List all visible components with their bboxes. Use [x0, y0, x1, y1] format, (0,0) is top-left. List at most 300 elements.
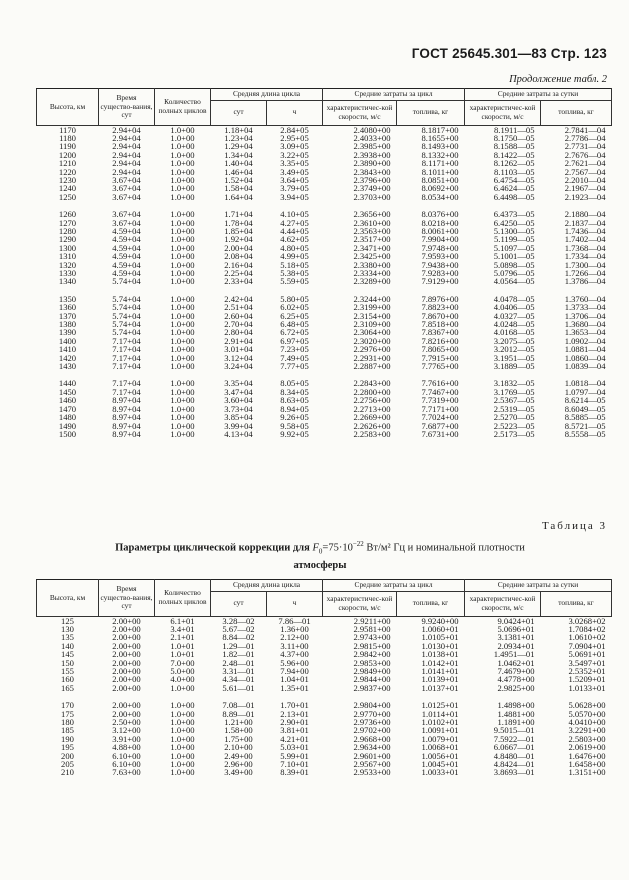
table-cell: 1.0060+01 [421, 623, 459, 634]
table-cell: 2.3289+00 [353, 276, 391, 287]
table-cell: 2.51+04 [224, 302, 253, 313]
table-cell: 2.9211+00 [353, 615, 391, 626]
table-cell: 4.0327—05 [493, 310, 535, 321]
table-cell: 1.0+00 [170, 293, 195, 304]
table-cell: 1460 [58, 395, 77, 406]
table-cell: 1.21+00 [224, 716, 253, 727]
table-cell: 8.94+05 [280, 403, 309, 414]
table-cell: 165 [61, 682, 74, 693]
table-cell: 1330 [58, 268, 77, 278]
table-cell: 2.9736+00 [353, 716, 391, 727]
table-cell: 2.95+05 [280, 132, 309, 143]
table-cell: 4.0478—05 [493, 293, 535, 304]
table-cell: 1.0+00 [170, 378, 195, 389]
table-cell: 6.4373—05 [493, 209, 535, 220]
table-cell: 1.46+04 [224, 166, 253, 177]
table-cell: 4.4778+00 [497, 674, 535, 685]
table-cell: 8.1011+00 [421, 166, 459, 177]
table-cell: 1.0+00 [170, 174, 195, 185]
table-cell: 2.9770+00 [353, 708, 391, 719]
table-cell: 8.05+05 [280, 378, 309, 389]
table-cell: 1.0+00 [170, 716, 195, 727]
table-cell: 2.10+00 [224, 742, 253, 753]
table-cell: 2.0619+00 [568, 742, 606, 753]
table-cell: 1.92+04 [224, 234, 253, 245]
table-cell: 3.81+01 [280, 725, 309, 736]
table-cell: 7.8216+00 [421, 335, 459, 346]
table-cell: 8.1493+00 [421, 141, 459, 152]
table-cell: 1.0056+01 [421, 750, 459, 761]
table-cell: 1.7300—04 [564, 259, 606, 270]
table-cell: 8.1103—05 [494, 166, 535, 177]
table-cell: 3.60+04 [224, 395, 253, 406]
table-cell: 1.0+01 [170, 649, 195, 660]
table-cell: 8.6214—05 [564, 395, 606, 406]
table-cell: 1.7334—04 [564, 251, 606, 262]
table-cell: 9.0424+01 [497, 615, 535, 626]
table-cell: 4.0+00 [170, 674, 195, 685]
col-fuel: топлива, кг [541, 100, 612, 125]
table-cell: 2.5367—05 [493, 395, 535, 406]
table-cell: 2.94+04 [112, 166, 141, 177]
table-cell: 5.1097—05 [493, 242, 535, 253]
table-cell: 2.3890+00 [353, 158, 391, 169]
table-cell: 9.9240+00 [421, 615, 459, 626]
table-cell: 2.3610+00 [353, 217, 391, 228]
table-cell: 8.1817+00 [421, 124, 459, 135]
table-cell: 1.0137+01 [421, 682, 459, 693]
table-cell: 2.42+04 [224, 293, 253, 304]
table-cell: 2.9567+00 [353, 759, 391, 769]
col-cycle-hours: ч [267, 591, 323, 616]
table-cell: 8.34+05 [280, 386, 309, 397]
table-cell: 1.7084+02 [568, 623, 606, 634]
table-cell: 8.0061+00 [421, 225, 459, 236]
table-cell: 5.03+01 [280, 742, 309, 753]
table-cell: 6.48+05 [280, 319, 309, 330]
table-cell: 1.0+00 [170, 225, 195, 236]
table-cell: 1.3760—04 [564, 293, 606, 304]
table-cell: 2.3020+00 [353, 335, 391, 346]
table-cell: 6.0667—01 [493, 742, 535, 753]
table-cell: 5.74+04 [112, 293, 141, 304]
col-cycle-length: Средняя длина цикла [211, 580, 323, 592]
table-cell: 4.21+01 [280, 733, 309, 744]
table-cell: 1.0610+02 [568, 632, 606, 643]
table-cell: 2.13+01 [280, 708, 309, 719]
table-3-title: Параметры циклической коррекции для $F_0=75\cdot 10^{-22}$ Вт/м² Гц и номинальной плотности атмосферы [115, 540, 525, 571]
table-cell: 1.0033+01 [421, 767, 459, 778]
table-cell: 2.5270—05 [493, 412, 535, 423]
table-cell: 7.23+05 [280, 344, 309, 355]
table-cell: 1200 [58, 149, 77, 160]
table-cell: 1180 [59, 132, 76, 143]
table-cell: 8.1911—05 [494, 124, 535, 135]
table-cell: 1220 [58, 166, 77, 177]
table-cell: 1.0+00 [170, 412, 195, 423]
table-cell: 4.37+00 [280, 649, 309, 660]
table-cell: 7.17+04 [112, 335, 141, 346]
table-cell: 1240 [58, 183, 77, 194]
table-cell: 4.34—01 [222, 674, 255, 685]
table-cell: 2.9668+00 [353, 733, 391, 744]
table-cell: 2.3425+00 [353, 251, 391, 262]
table-cell: 1.0102+01 [421, 716, 459, 727]
table-cell: 3.2075—05 [493, 335, 535, 346]
table-cell: 1.71+04 [224, 209, 253, 220]
table-cell: 8.1750—05 [493, 132, 535, 143]
table-cell: 2.48—01 [222, 657, 255, 668]
table-cell: 1250 [58, 191, 77, 202]
table-cell: 3.67+04 [112, 191, 141, 202]
table-cell: 6.97+05 [280, 335, 309, 346]
table-cell: 5.0+00 [170, 665, 195, 676]
table-cell: 2.94+04 [112, 124, 141, 135]
table-cell: 3.4+01 [170, 623, 195, 634]
table-cell: 4.8480—01 [493, 750, 535, 761]
table-cell: 1190 [59, 141, 76, 152]
table-cell: 8.63+05 [280, 395, 309, 406]
table-cell: 125 [61, 615, 74, 626]
table-cell: 1.0139+01 [421, 674, 459, 685]
table-cell: 7.0904+01 [568, 640, 606, 651]
table-cell: 7.94+00 [280, 665, 309, 676]
table-cell: 5.0898—05 [493, 259, 535, 270]
table-cell: 2.7731—04 [564, 141, 606, 152]
table-cell: 1440 [58, 378, 77, 389]
col-char-speed: характеристичес-кой скорости, м/с [465, 100, 541, 125]
table-cell: 5.67—02 [222, 623, 255, 634]
col-fuel: топлива, кг [541, 591, 612, 616]
table-cell: 2.5352+01 [568, 665, 606, 676]
table-cell: 1.0+00 [170, 733, 195, 744]
table-cell: 8.0692+00 [421, 183, 459, 194]
table-cell: 2.9581+00 [353, 623, 391, 634]
table-cell: 6.25+05 [280, 310, 309, 321]
table-cell: 8.5721—05 [564, 420, 606, 431]
table-cell: 8.1171+00 [421, 158, 459, 169]
table-cell: 1.0141+01 [421, 665, 459, 676]
table-cell: 1.6476+00 [568, 750, 606, 761]
table-cell: 2.00+00 [112, 665, 141, 676]
table-cell: 1490 [58, 420, 77, 431]
table-cell: 2.2626+00 [353, 420, 391, 431]
table-cell: 2.91+04 [224, 335, 253, 346]
table-cell: 2.3656+00 [353, 209, 391, 220]
col-altitude: Высота, км [37, 89, 99, 126]
table-cell: 3.2291+00 [568, 725, 606, 736]
col-cost-day: Средние затраты за сутки [465, 580, 612, 592]
table-cell: 7.5922—01 [493, 733, 535, 744]
table-cell: 1390 [58, 327, 77, 338]
table-cell: 3.99+04 [224, 420, 253, 431]
table-cell: 150 [61, 657, 74, 668]
table-cell: 2.70+04 [224, 319, 253, 330]
table-3 [36, 579, 612, 777]
table-cell: 1.3151+00 [568, 767, 606, 778]
table-cell: 2.2800+00 [353, 386, 391, 397]
table-continuation-label: Продолжение табл. 2 [509, 74, 607, 85]
table-cell: 1.0902—04 [564, 335, 606, 346]
table-cell: 1.7402—04 [564, 234, 606, 245]
table-cell: 1.0462+01 [497, 657, 535, 668]
table-cell: 1430 [58, 361, 77, 372]
table-cell: 1.0079+01 [421, 733, 459, 744]
table-cell: 190 [61, 733, 74, 744]
table-cell: 3.85+04 [224, 412, 253, 423]
table-cell: 3.64+05 [280, 174, 309, 185]
table-cell: 1.58+00 [224, 725, 253, 736]
table-cell: 1.4898+00 [497, 700, 535, 711]
table-cell: 6.4250—05 [493, 217, 535, 228]
table-cell: 7.6731+00 [421, 428, 459, 439]
col-time: Время существо-вания, сут [99, 89, 155, 126]
table-cell: 3.0268+02 [568, 615, 606, 626]
table-cell: 7.86—01 [278, 615, 311, 626]
table-cell: 2.4080+00 [353, 124, 391, 135]
col-cycle-hours: ч [267, 100, 323, 125]
table-cell: 8.0851+00 [421, 174, 459, 185]
table-cell: 1.52+04 [224, 174, 253, 185]
table-cell: 2.90+01 [280, 716, 309, 727]
table-cell: 7.8518+00 [421, 319, 459, 330]
table-cell: 5.0796—05 [493, 268, 535, 278]
table-cell: 1.7436—04 [564, 225, 606, 236]
table-cell: 1.82—01 [222, 649, 255, 660]
table-cell: 7.9283+00 [421, 268, 459, 278]
table-cell: 2.7786—04 [564, 132, 606, 143]
table-cell: 2.5173—05 [493, 428, 535, 439]
table-cell: 4.0410+00 [568, 716, 606, 727]
col-cost-day: Средние затраты за сутки [465, 89, 612, 101]
table-cell: 5.1199—05 [494, 234, 535, 245]
table-cell: 3.49+00 [224, 767, 253, 778]
table-cell: 7.17+04 [112, 344, 141, 355]
table-cell: 8.39+01 [280, 767, 309, 778]
table-cell: 1320 [58, 259, 77, 270]
table-cell: 3.49+05 [280, 166, 309, 177]
table-cell: 2.3154+00 [353, 310, 391, 321]
table-cell: 8.84—02 [222, 632, 255, 643]
table-cell: 7.7915+00 [421, 352, 459, 363]
table-cell: 2.9634+00 [353, 742, 391, 753]
table-cell: 1.0+00 [170, 268, 195, 278]
table-cell: 2.2887+00 [353, 361, 391, 372]
table-cell: 1.04+01 [280, 674, 309, 685]
table-cell: 1.0+00 [170, 742, 195, 753]
table-cell: 6.10+00 [112, 759, 141, 769]
table-cell: 1.85+04 [224, 225, 253, 236]
table-cell: 7.7616+00 [421, 378, 459, 389]
table-cell: 1.0+00 [170, 166, 195, 177]
table-cell: 2.3064+00 [353, 327, 391, 338]
table-cell: 6.02+05 [280, 302, 309, 313]
table-cell: 1.0+00 [170, 319, 195, 330]
table-cell: 3.11+00 [280, 640, 309, 651]
table-cell: 4.80+05 [280, 242, 309, 253]
table-cell: 2.00+00 [112, 649, 141, 660]
table-cell: 200 [61, 750, 74, 761]
table-cell: 1.0+00 [170, 750, 195, 761]
table-cell: 2.3985+00 [353, 141, 391, 152]
table-cell: 2.1967—04 [564, 183, 606, 194]
table-cell: 6.1+01 [170, 615, 195, 626]
table-cell: 2.94+04 [112, 158, 141, 169]
table-cell: 2.7676—04 [564, 149, 606, 160]
table-cell: 2.3703+00 [353, 191, 391, 202]
col-cycles: Количество полных циклов [155, 89, 211, 126]
table-cell: 6.72+05 [280, 327, 309, 338]
table-cell: 1.34+04 [224, 149, 253, 160]
table-cell: 2.9702+00 [353, 725, 391, 736]
table-cell: 4.13+04 [224, 428, 253, 439]
table-cell: 1.0+00 [170, 344, 195, 355]
table-cell: 1.0+00 [170, 682, 195, 693]
table-3-label: Таблица 3 [541, 520, 607, 532]
table-cell: 1360 [58, 302, 77, 313]
table-cell: 1.0+00 [170, 158, 195, 169]
table-cell: 2.80+04 [224, 327, 253, 338]
page-header: ГОСТ 25645.301—83 Стр. 123 [411, 46, 607, 61]
table-cell: 2.3109+00 [353, 319, 391, 330]
table-cell: 5.1300—05 [493, 225, 535, 236]
table-cell: 135 [61, 632, 74, 643]
table-cell: 1.0+00 [170, 386, 195, 397]
table-cell: 1.0+00 [170, 352, 195, 363]
table-cell: 1.0818—04 [564, 378, 606, 389]
table-cell: 8.1332+00 [421, 149, 459, 160]
table-cell: 1.75+00 [224, 733, 253, 744]
table-cell: 3.2012—05 [493, 344, 535, 355]
table-cell: 1.29—01 [222, 640, 255, 651]
table-cell: 9.58+05 [280, 420, 309, 431]
table-cell: 4.0406—05 [493, 302, 535, 313]
table-row [37, 430, 612, 438]
table-cell: 7.10+01 [280, 759, 309, 769]
table-cell: 1.0839—04 [564, 361, 606, 372]
table-cell: 7.7319+00 [421, 395, 459, 406]
table-cell: 1350 [58, 293, 77, 304]
table-cell: 3.1832—05 [493, 378, 535, 389]
table-cell: 6.4754—05 [493, 174, 535, 185]
table-cell: 5.0570+00 [568, 708, 606, 719]
table-cell: 3.67+04 [112, 174, 141, 185]
table-cell: 170 [61, 700, 74, 711]
table-cell: 5.74+04 [112, 302, 141, 313]
col-cycle-days: сут [211, 591, 267, 616]
table-cell: 7.9748+00 [421, 242, 459, 253]
table-cell: 2.3244+00 [353, 293, 391, 304]
table-cell: 1300 [58, 242, 77, 253]
table-cell: 1.23+04 [224, 132, 253, 143]
table-cell: 2.16+04 [224, 259, 253, 270]
table-cell: 1.0+00 [170, 132, 195, 143]
table-cell: 3.31—01 [222, 665, 255, 676]
table-cell: 2.12+00 [280, 632, 309, 643]
table-cell: 2.3843+00 [353, 166, 391, 177]
table-cell: 2.0934+01 [497, 640, 535, 651]
table-cell: 4.0564—05 [493, 276, 535, 287]
table-cell: 1.5209+01 [568, 674, 606, 685]
table-cell: 7.7765+00 [421, 361, 459, 372]
table-cell: 160 [61, 674, 74, 685]
table-cell: 3.67+04 [112, 217, 141, 228]
table-cell: 1.0+00 [170, 259, 195, 270]
table-cell: 130 [61, 623, 74, 634]
table-cell: 2.3199+00 [353, 302, 391, 313]
table-cell: 5.1001—05 [493, 251, 535, 262]
table-cell: 1.0+00 [170, 428, 195, 439]
table-cell: 2.60+04 [224, 310, 253, 321]
table-cell: 2.33+04 [224, 276, 253, 287]
table-cell: 7.17+04 [112, 378, 141, 389]
table-cell: 8.1422—05 [493, 149, 535, 160]
table-cell: 2.7567—04 [564, 166, 606, 177]
table-cell: 2.3563+00 [353, 225, 391, 236]
table-cell: 1.36+00 [280, 623, 309, 634]
table-cell: 2.00+00 [112, 682, 141, 693]
table-cell: 1.0+00 [170, 420, 195, 431]
table-cell: 8.6049—05 [564, 403, 606, 414]
table-cell: 1.0133+01 [568, 682, 606, 693]
table-cell: 5.61—01 [222, 682, 255, 693]
table-cell: 1.29+04 [224, 141, 253, 152]
table-cell: 3.1769—05 [493, 386, 535, 397]
table-cell: 1.0+00 [170, 191, 195, 202]
table-cell: 6.4624—05 [493, 183, 535, 194]
table-cell: 1.70+01 [280, 700, 309, 711]
table-cell: 2.9533+00 [353, 767, 391, 778]
table-cell: 1.0+00 [170, 700, 195, 711]
table-cell: 5.74+04 [112, 327, 141, 338]
table-cell: 2.9842+00 [353, 649, 391, 660]
table-cell: 2.9837+00 [353, 682, 391, 693]
table-cell: 2.49+00 [224, 750, 253, 761]
col-char-speed: характеристичес-кой скорости, м/с [465, 591, 541, 616]
table-cell: 6.10+00 [112, 750, 141, 761]
table-cell: 2.2931+00 [353, 352, 391, 363]
table-cell: 2.2669+00 [353, 412, 391, 423]
table-cell: 205 [61, 759, 74, 769]
table-cell: 2.9844+00 [353, 674, 391, 685]
table-cell: 2.9743+00 [353, 632, 391, 643]
table-cell: 1.35+01 [280, 682, 309, 693]
table-cell: 1.0+00 [170, 149, 195, 160]
table-cell: 185 [61, 725, 74, 736]
table-cell: 2.1923—04 [564, 191, 606, 202]
table-cell: 2.2583+00 [353, 428, 391, 439]
table-cell: 5.0628+00 [568, 700, 606, 711]
table-cell: 1.7368—04 [564, 242, 606, 253]
table-cell: 2.00+04 [224, 242, 253, 253]
table-cell: 2.96+00 [224, 759, 253, 769]
table-cell: 7.6877+00 [421, 420, 459, 431]
table-cell: 1.0105+01 [421, 632, 459, 643]
table-cell: 1.1891+00 [497, 716, 535, 727]
table-cell: 1.0+00 [170, 767, 195, 778]
table-row [37, 277, 612, 285]
table-cell: 7.08—01 [222, 700, 255, 711]
table-cell: 180 [61, 716, 74, 727]
table-cell: 4.8424—01 [493, 759, 535, 769]
table-cell: 3.5497+01 [568, 657, 606, 668]
table-cell: 2.84+05 [280, 124, 309, 135]
table-cell: 9.5015—01 [493, 725, 535, 736]
table-cell: 195 [61, 742, 74, 753]
table-cell: 8.1262—05 [493, 158, 535, 169]
table-cell: 2.1880—04 [564, 209, 606, 220]
table-cell: 1.0881—04 [564, 344, 606, 355]
